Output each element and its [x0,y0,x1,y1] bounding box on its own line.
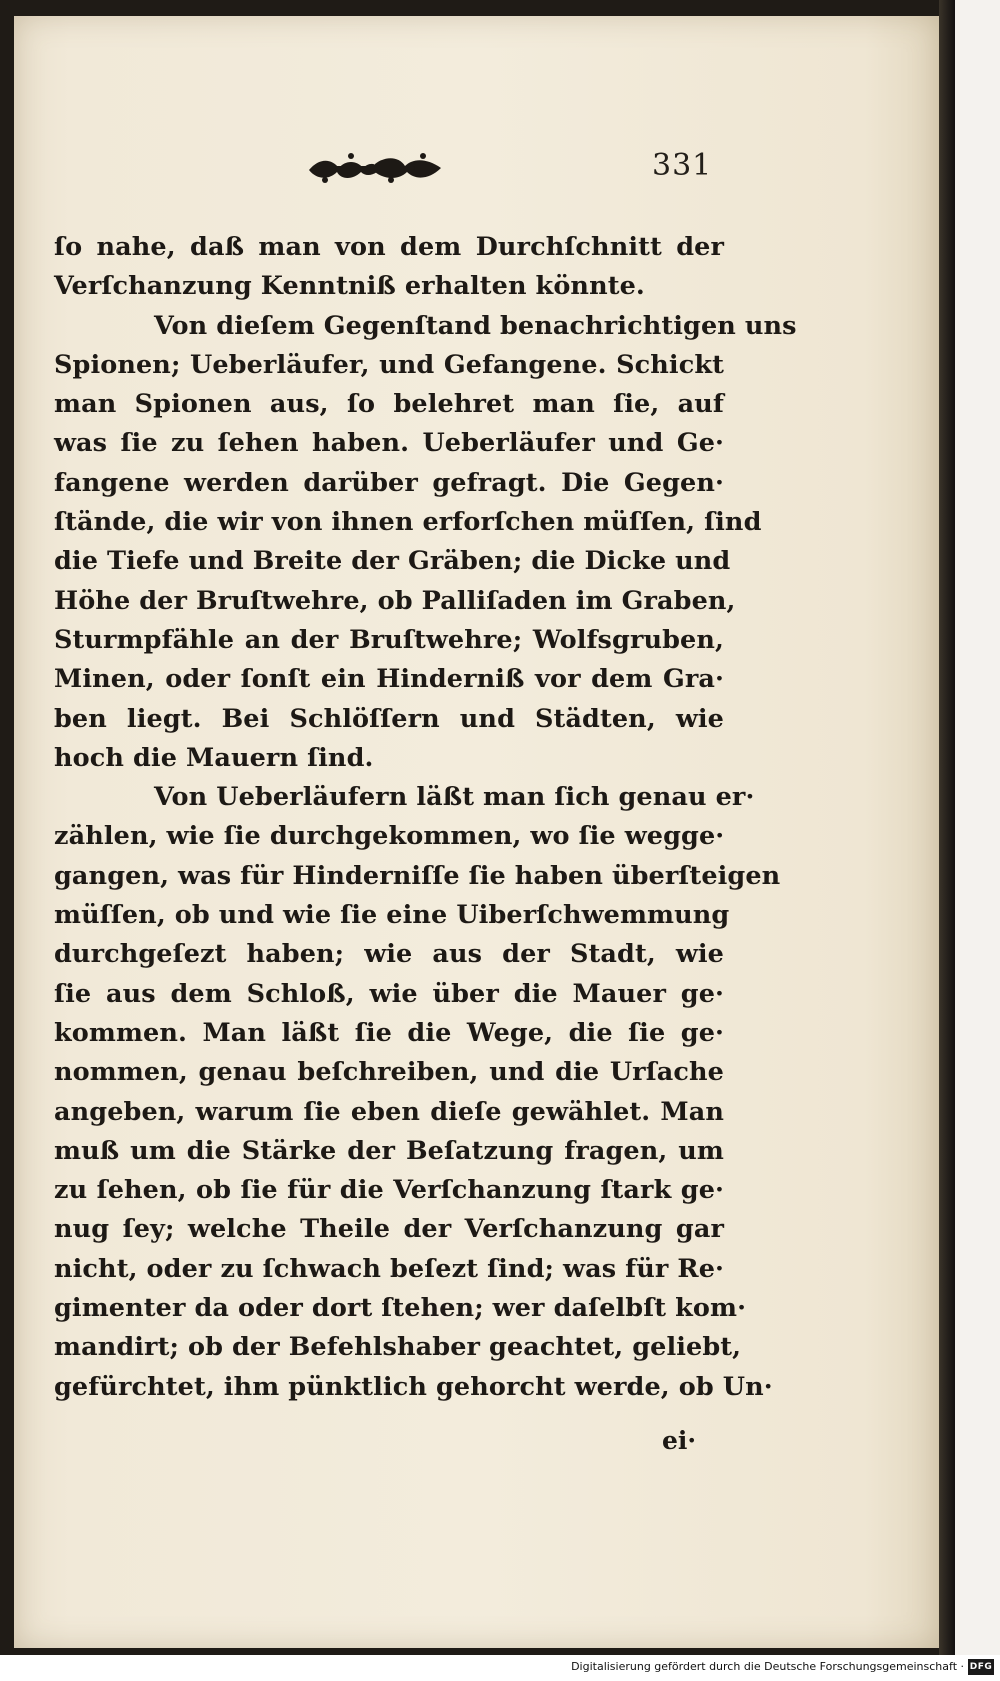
text-line: ſie aus dem Schloß, wie über die Mauer ge· [54,978,724,1009]
text-line: die Tiefe und Breite der Gräben; die Dicke und [54,546,731,577]
text-line: Von Ueberläufern läßt man ſich genau er· [154,782,755,813]
text-line: Spionen; Ueberläufer, und Gefangene. Schickt [54,349,724,380]
body-text [54,228,797,1407]
text-line: kommen. Man läßt ſie die Wege, die ſie ge· [54,1017,724,1048]
text-line: nommen, genau beſchreiben, und die Urſache [54,1057,724,1088]
ornament-icon [305,150,445,186]
footer-credit: Digitalisierung gefördert durch die Deutsche Forschungsgemeinschaft · [571,1660,964,1673]
text-line: fangene werden darüber gefragt. Die Gegen· [54,467,724,498]
text-line: Sturmpfähle an der Bruſtwehre; Wolfsgruben, [54,624,724,655]
text-line: hoch die Mauern ſind. [54,742,374,773]
text-line: nug ſey; welche Theile der Verſchanzung gar [54,1214,724,1245]
text-line: Verſchanzung Kenntniß erhalten könnte. [54,271,645,302]
text-line: was ſie zu ſehen haben. Ueberläufer und Ge· [54,428,724,459]
catchword: ei· [662,1426,697,1455]
book-page [14,16,939,1648]
text-line: gangen, was für Hinderniſſe ſie haben überſteigen [54,860,781,891]
text-line: zählen, wie ſie durchgekommen, wo ſie wegge· [54,821,725,852]
text-line: man Spionen aus, ſo belehret man ſie, auf [54,389,724,420]
page-number: 331 [652,148,713,183]
text-line: nicht, oder zu ſchwach beſezt ſind; was für Re· [54,1253,724,1284]
dfg-logo: DFG [968,1659,994,1675]
text-line: durchgeſezt haben; wie aus der Stadt, wie [54,939,724,970]
text-line: Von dieſem Gegenſtand benachrichtigen uns [154,310,797,341]
scan-edge-strip [939,0,955,1655]
text-line: Minen, oder ſonſt ein Hinderniß vor dem Gra· [54,664,724,695]
footer-bar [0,1655,1000,1681]
text-line: angeben, warum ſie eben dieſe gewählet. Man [54,1096,724,1127]
text-line: muß um die Stärke der Beſatzung fragen, um [54,1135,724,1166]
text-line: gimenter da oder dort ſtehen; wer daſelbſt kom· [54,1293,747,1324]
text-line: ben liegt. Bei Schlöſſern und Städten, wie [54,703,724,734]
text-line: mandirt; ob der Befehlshaber geachtet, geliebt, [54,1332,742,1363]
text-line: ſtände, die wir von ihnen erforſchen müſſen, ſind [54,507,762,538]
text-line: gefürchtet, ihm pünktlich gehorcht werde, ob Un· [54,1371,773,1402]
text-line: ſo nahe, daß man von dem Durchſchnitt der [54,232,724,262]
text-line: Höhe der Bruſtwehre, ob Palliſaden im Graben, [54,585,736,616]
text-line: müſſen, ob und wie ſie eine Uiberſchwemmung [54,900,730,931]
text-line: zu ſehen, ob ſie für die Verſchanzung ſtark ge· [54,1175,724,1206]
